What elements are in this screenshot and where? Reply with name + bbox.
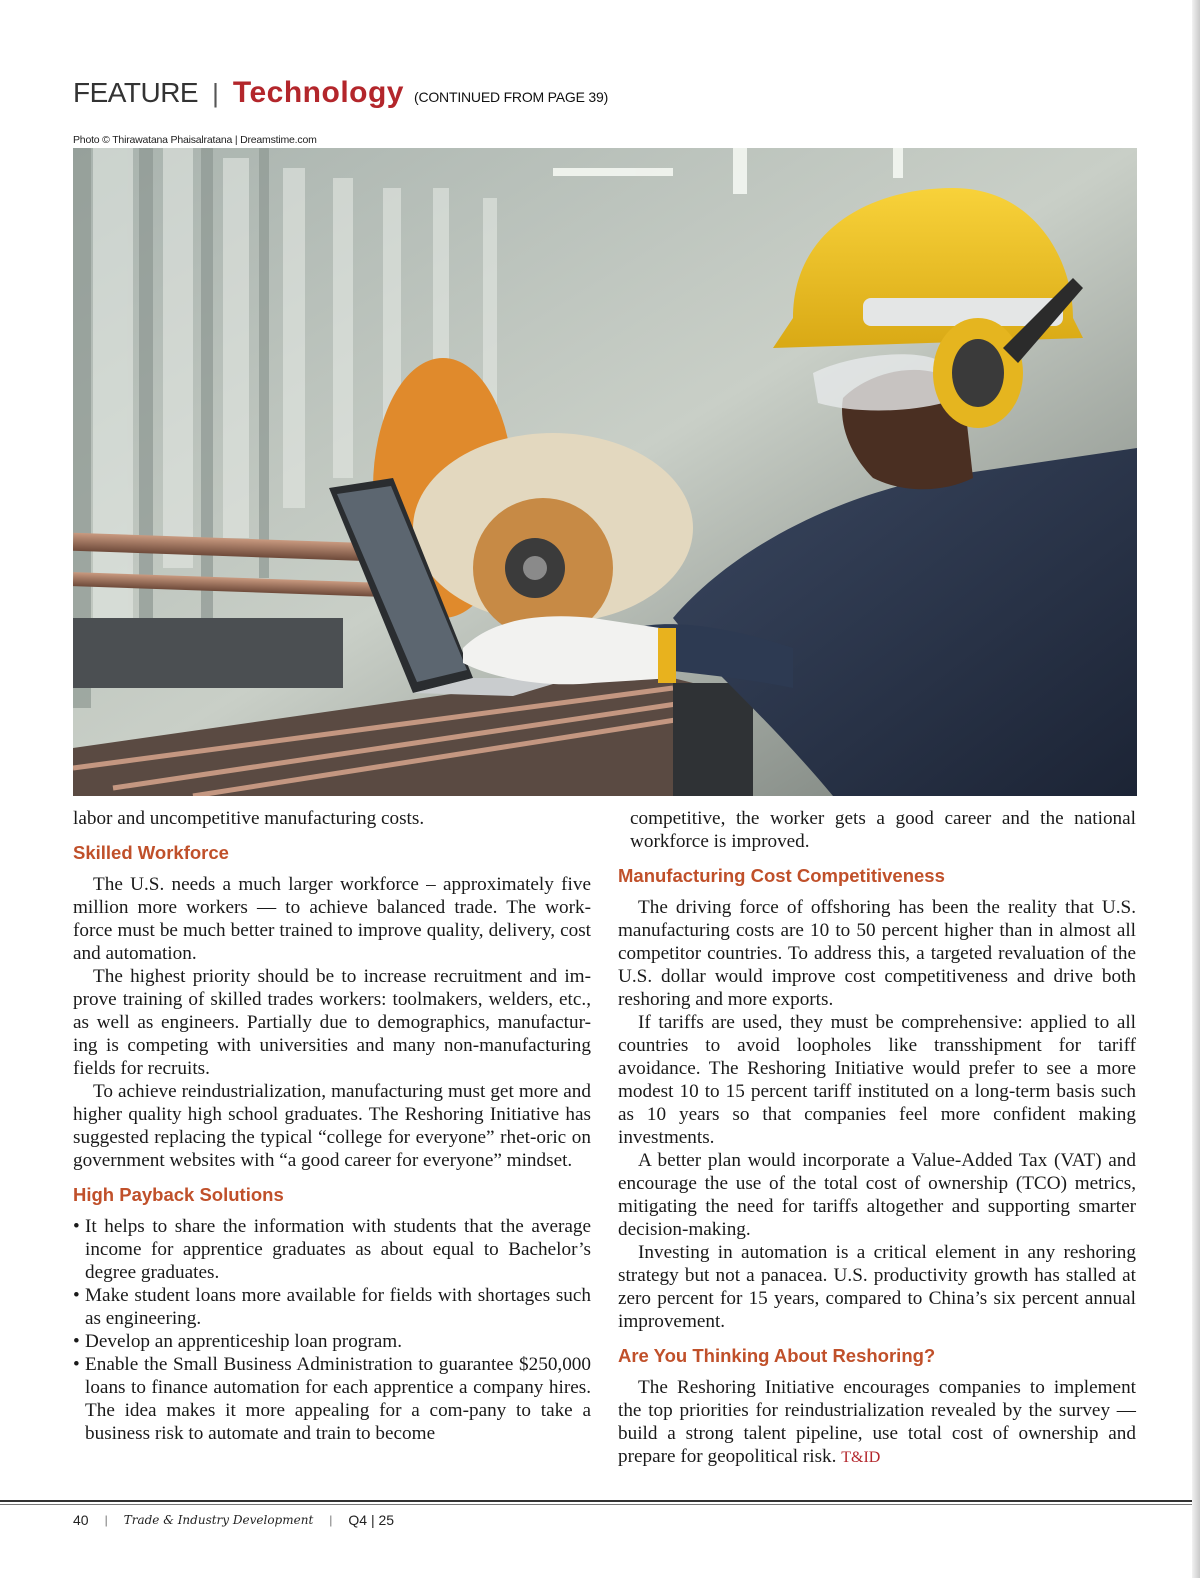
footer-rule-thin <box>0 1504 1192 1505</box>
right-column <box>618 807 1136 1469</box>
subheading-reshoring: Are You Thinking About Reshoring? <box>618 1345 936 1366</box>
publication-name: Trade & Industry Development <box>123 1513 314 1527</box>
subheading-manufacturing-cost: Manufacturing Cost Competitiveness <box>618 865 945 886</box>
closing-paragraph-text: The Reshoring Initiative encourages companies to implement the top priorities for reindustrialization revealed by the survey — build a strong talent pipeline, use total cost of ownership and prepare for geopolitical risk. <box>618 1377 1136 1467</box>
body-paragraph: Investing in automation is a critical element in any reshoring strategy but not a panacea. U.S. productivity growth has stalled at zero percent for 15 years, compared to China’s six percent annual improvement. <box>618 1242 1136 1332</box>
photo-credit: Photo © Thirawatana Phaisalratana | Dreamstime.com <box>73 134 317 146</box>
right-lead-paragraph: competitive, the worker gets a good career and the national workforce is improved. <box>630 808 1136 852</box>
page-header <box>73 76 608 116</box>
footer-rule <box>0 1500 1192 1502</box>
body-paragraph: If tariffs are used, they must be comprehensive: applied to all countries to avoid loopholes like transshipment for tariff avoidance. The Reshoring Initiative would prefer to see a more modest 10 to 15 percent tariff instituted on a long-term basis such as 10 years so that companies feel more confident making investments. <box>618 1012 1136 1148</box>
closing-paragraph <box>618 1376 1136 1469</box>
header-section: Technology <box>232 76 404 109</box>
body-paragraph: The U.S. needs a much larger workforce – approximately five million more workers — to achieve balanced trade. The work-force must be much better trained to improve quality, delivery, cost and automation. <box>73 874 591 964</box>
list-item: • Enable the Small Business Administration to guarantee $250,000 loans to finance automation for each apprentice a company hires. The idea makes it more appealing for a com-pany to take a business risk to automate and train to become <box>73 1353 591 1445</box>
page-footer <box>73 1509 394 1531</box>
list-item: • Make student loans more available for fields with shortages such as engineering. <box>73 1284 591 1330</box>
list-item: • Develop an apprenticeship loan program. <box>73 1330 591 1353</box>
page-number: 40 <box>73 1512 89 1528</box>
body-paragraph: To achieve reindustrialization, manufacturing must get more and higher quality high school graduates. The Reshoring Initiative has suggested replacing the typical “college for everyone” rhet-oric on government websites with “a good career for everyone” mindset. <box>73 1081 591 1171</box>
body-paragraph: A better plan would incorporate a Value-Added Tax (VAT) and encourage the use of the total cost of ownership (TCO) metrics, mitigating the need for tariffs altogether and supporting smarter decision-making. <box>618 1150 1136 1240</box>
solutions-list <box>73 1215 591 1445</box>
subheading-high-payback-solutions: High Payback Solutions <box>73 1184 284 1205</box>
body-paragraph: The highest priority should be to increase recruitment and im-prove training of skilled trades workers: toolmakers, welders, etc., as well as engineers. Partially due to demographics, manufactur-ing is competing with universities and many non-manufacturing fields for recruits. <box>73 966 591 1079</box>
list-item: • It helps to share the information with students that the average income for apprentice graduates as about equal to Bachelor’s degree graduates. <box>73 1215 591 1284</box>
subheading-skilled-workforce: Skilled Workforce <box>73 842 229 863</box>
page-edge-shadow <box>1192 0 1200 1578</box>
header-continued-note: (CONTINUED FROM PAGE 39) <box>414 89 609 105</box>
feature-photo-illustration <box>73 148 1137 796</box>
footer-separator: | <box>329 1513 333 1527</box>
end-mark: T&ID <box>841 1449 881 1466</box>
header-kicker: FEATURE <box>73 77 199 108</box>
footer-separator: | <box>104 1513 108 1527</box>
feature-photo <box>73 148 1137 796</box>
left-lead-paragraph: labor and uncompetitive manufacturing costs. <box>73 808 425 829</box>
left-column <box>73 807 591 1445</box>
issue-label: Q4 | 25 <box>348 1512 395 1528</box>
header-separator: | <box>212 78 219 108</box>
body-paragraph: The driving force of offshoring has been the reality that U.S. manufacturing costs are 10 to 50 percent higher than in almost all competitor countries. To address this, a targeted revaluation of the U.S. dollar would improve cost competitiveness and drive both reshoring and more exports. <box>618 897 1136 1010</box>
